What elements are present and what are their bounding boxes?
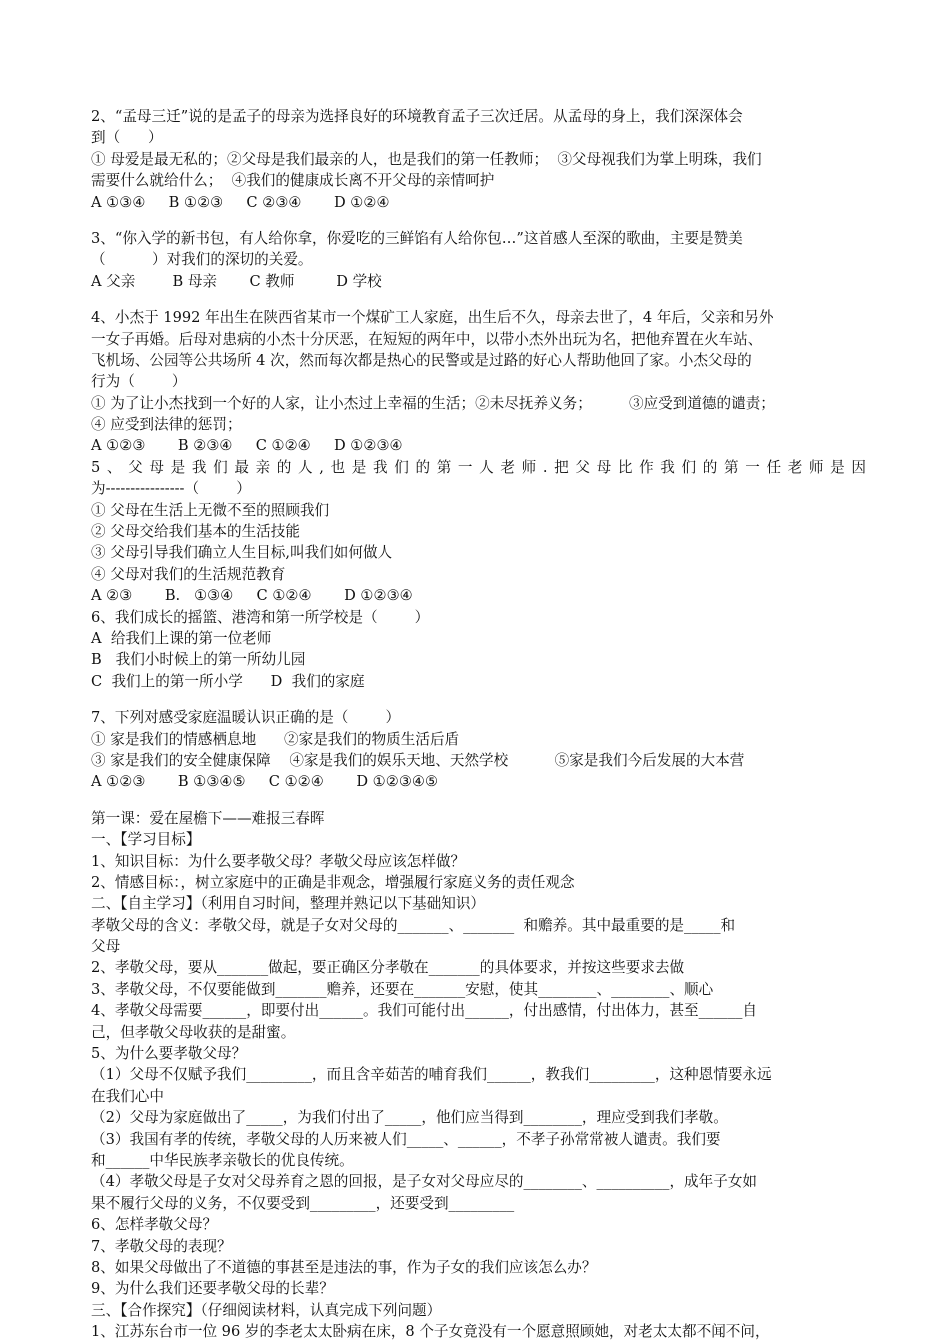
text-line: 1、知识目标：为什么要孝敬父母？孝敬父母应该怎样做？ xyxy=(91,852,466,870)
text-line: ① 为了让小杰找到一个好的人家，让小杰过上幸福的生活；②未尽抚养义务； ③应受到道德的谴责； xyxy=(91,394,775,412)
text-line: （4）孝敬父母是子女对父母养育之恩的回报，是子女对父母应尽的________、__________，成年子女如 xyxy=(91,1173,758,1191)
text-line: 和______中华民族孝亲敬长的优良传统。 xyxy=(91,1151,354,1169)
answer-options: A ②③ B. ①③④ C ①②④ D ①②③④ xyxy=(91,587,413,605)
section-heading: 一、【学习目标】 xyxy=(91,831,201,849)
text-line: ② 父母交给我们基本的生活技能 xyxy=(91,523,300,541)
question-2 xyxy=(91,106,866,213)
text-line: 2、孝敬父母，要从_______做起，要正确区分孝敬在_______的具体要求，并按这些要求去做 xyxy=(91,959,685,977)
text-line: B 我们小时候上的第一所幼儿园 xyxy=(91,651,306,669)
answer-options: A ①②③ B ②③④ C ①②④ D ①②③④ xyxy=(91,437,403,455)
text-line: 孝敬父母的含义：孝敬父母，就是子女对父母的_______、_______ 和赡养。其中最重要的是_____和 xyxy=(91,916,736,934)
question-3 xyxy=(91,228,866,292)
spacer xyxy=(91,692,866,707)
text-line: （1）父母不仅赋予我们_________，而且含辛茹苦的哺育我们______，教我们_________，这种恩情要永远 xyxy=(91,1066,772,1084)
text-line: 1、江苏东台市一位 96 岁的李老太太卧病在床，8 个子女竟没有一个愿意照顾她，对老太太都不闻不问， xyxy=(91,1323,770,1341)
text-line: 为----------------（ ） xyxy=(91,480,251,498)
text-line: ④ 父母对我们的生活规范教育 xyxy=(91,565,286,583)
text-line: 6、怎样孝敬父母？ xyxy=(91,1216,218,1234)
spacer xyxy=(91,793,866,808)
text-line: 行为（ ） xyxy=(91,373,187,391)
text-line: ① 母爱是最无私的；②父母是我们最亲的人，也是我们的第一任教师； ③父母视我们为掌上明珠，我们 xyxy=(91,150,762,168)
text-line: 3、“你入学的新书包，有人给你拿，你爱吃的三鲜馅有人给你包…”这首感人至深的歌曲，主要是赞美 xyxy=(91,229,743,247)
text-line: 飞机场、公园等公共场所 4 次，然而每次都是热心的民警或是过路的好心人帮助他回了家。小杰父母的 xyxy=(91,351,752,369)
section-heading: 二、【自主学习】（利用自习时间，整理并熟记以下基础知识） xyxy=(91,895,486,913)
text-line: C 我们上的第一所小学 D 我们的家庭 xyxy=(91,672,365,690)
document-body xyxy=(91,106,866,1342)
lesson-title: 第一课：爱在屋檐下——难报三春晖 xyxy=(91,809,325,827)
lesson-section xyxy=(91,808,866,1343)
text-line: 一女子再婚。后母对患病的小杰十分厌恶，在短短的两年中，以带小杰外出玩为名，把他弃置在火车站、 xyxy=(91,330,763,348)
text-line: （3）我国有孝的传统，孝敬父母的人历来被人们_____、______，不孝子孙常常被人谴责。我们要 xyxy=(91,1130,721,1148)
text-line: 2、“孟母三迁”说的是孟子的母亲为选择良好的环境教育孟子三次迁居。从孟母的身上，我们深深体会 xyxy=(91,108,743,125)
text-line: 4、小杰于 1992 年出生在陕西省某市一个煤矿工人家庭，出生后不久，母亲去世了，4 年后，父亲和另外 xyxy=(91,309,774,327)
text-line: ③ 父母引导我们确立人生目标,叫我们如何做人 xyxy=(91,544,393,562)
text-line: 父母 xyxy=(91,938,121,956)
text-line: 3、孝敬父母，不仅要能做到_______赡养，还要在_______安慰，使其________、________、顺心 xyxy=(91,980,714,998)
text-line: 7、下列对感受家庭温暖认识正确的是（ ） xyxy=(91,709,401,727)
answer-options: A ①②③ B ①③④⑤ C ①②④ D ①②③④⑤ xyxy=(91,773,439,791)
spacer xyxy=(91,213,866,228)
text-line: 6、我们成长的摇篮、港湾和第一所学校是（ ） xyxy=(91,608,430,626)
text-line: ③ 家是我们的安全健康保障 ④家是我们的娱乐天地、天然学校 ⑤家是我们今后发展的大本营 xyxy=(91,751,745,769)
text-line: 9、为什么我们还要孝敬父母的长辈？ xyxy=(91,1280,334,1298)
text-line: 7、孝敬父母的表现？ xyxy=(91,1237,232,1255)
text-line: 5、父母是我们最亲的人,也是我们的第一人老师.把父母比作我们的第一任老师是因 xyxy=(91,458,866,476)
text-line: 需要什么就给什么； ④我们的健康成长离不开父母的亲情呵护 xyxy=(91,172,495,190)
text-line: 4、孝敬父母需要______，即要付出______。我们可能付出______，付出感情，付出体力，甚至______自 xyxy=(91,1002,758,1020)
text-line: A 给我们上课的第一位老师 xyxy=(91,629,272,647)
text-line: 己，但孝敬父母收获的是甜蜜。 xyxy=(91,1023,296,1041)
answer-options: A 父亲 B 母亲 C 教师 D 学校 xyxy=(91,272,382,290)
text-line: 5、为什么要孝敬父母？ xyxy=(91,1045,247,1063)
text-line: ① 家是我们的情感栖息地 ②家是我们的物质生活后盾 xyxy=(91,730,460,748)
section-heading: 三、【合作探究】（仔细阅读材料，认真完成下列问题） xyxy=(91,1301,442,1319)
text-line: 在我们心中 xyxy=(91,1087,164,1105)
text-line: ① 父母在生活上无微不至的照顾我们 xyxy=(91,501,330,519)
question-7 xyxy=(91,707,866,793)
answer-options: A ①③④ B ①②③ C ②③④ D ①②④ xyxy=(91,193,390,211)
text-line: 果不履行父母的义务，不仅要受到_________，还要受到_________ xyxy=(91,1194,515,1212)
text-line: 到（ ） xyxy=(91,129,163,147)
questions-4-to-6 xyxy=(91,307,866,692)
text-line: 2、情感目标：，树立家庭中的正确是非观念，增强履行家庭义务的责任观念 xyxy=(91,873,575,891)
text-line: ④ 应受到法律的惩罚； xyxy=(91,416,242,434)
spacer xyxy=(91,292,866,307)
text-line: （ ）对我们的深切的关爱。 xyxy=(91,251,313,269)
text-line: 8、如果父母做出了不道德的事甚至是违法的事，作为子女的我们应该怎么办？ xyxy=(91,1258,597,1276)
text-line: （2）父母为家庭做出了_____，为我们付出了_____，他们应当得到________，理应受到我们孝敬。 xyxy=(91,1109,728,1127)
